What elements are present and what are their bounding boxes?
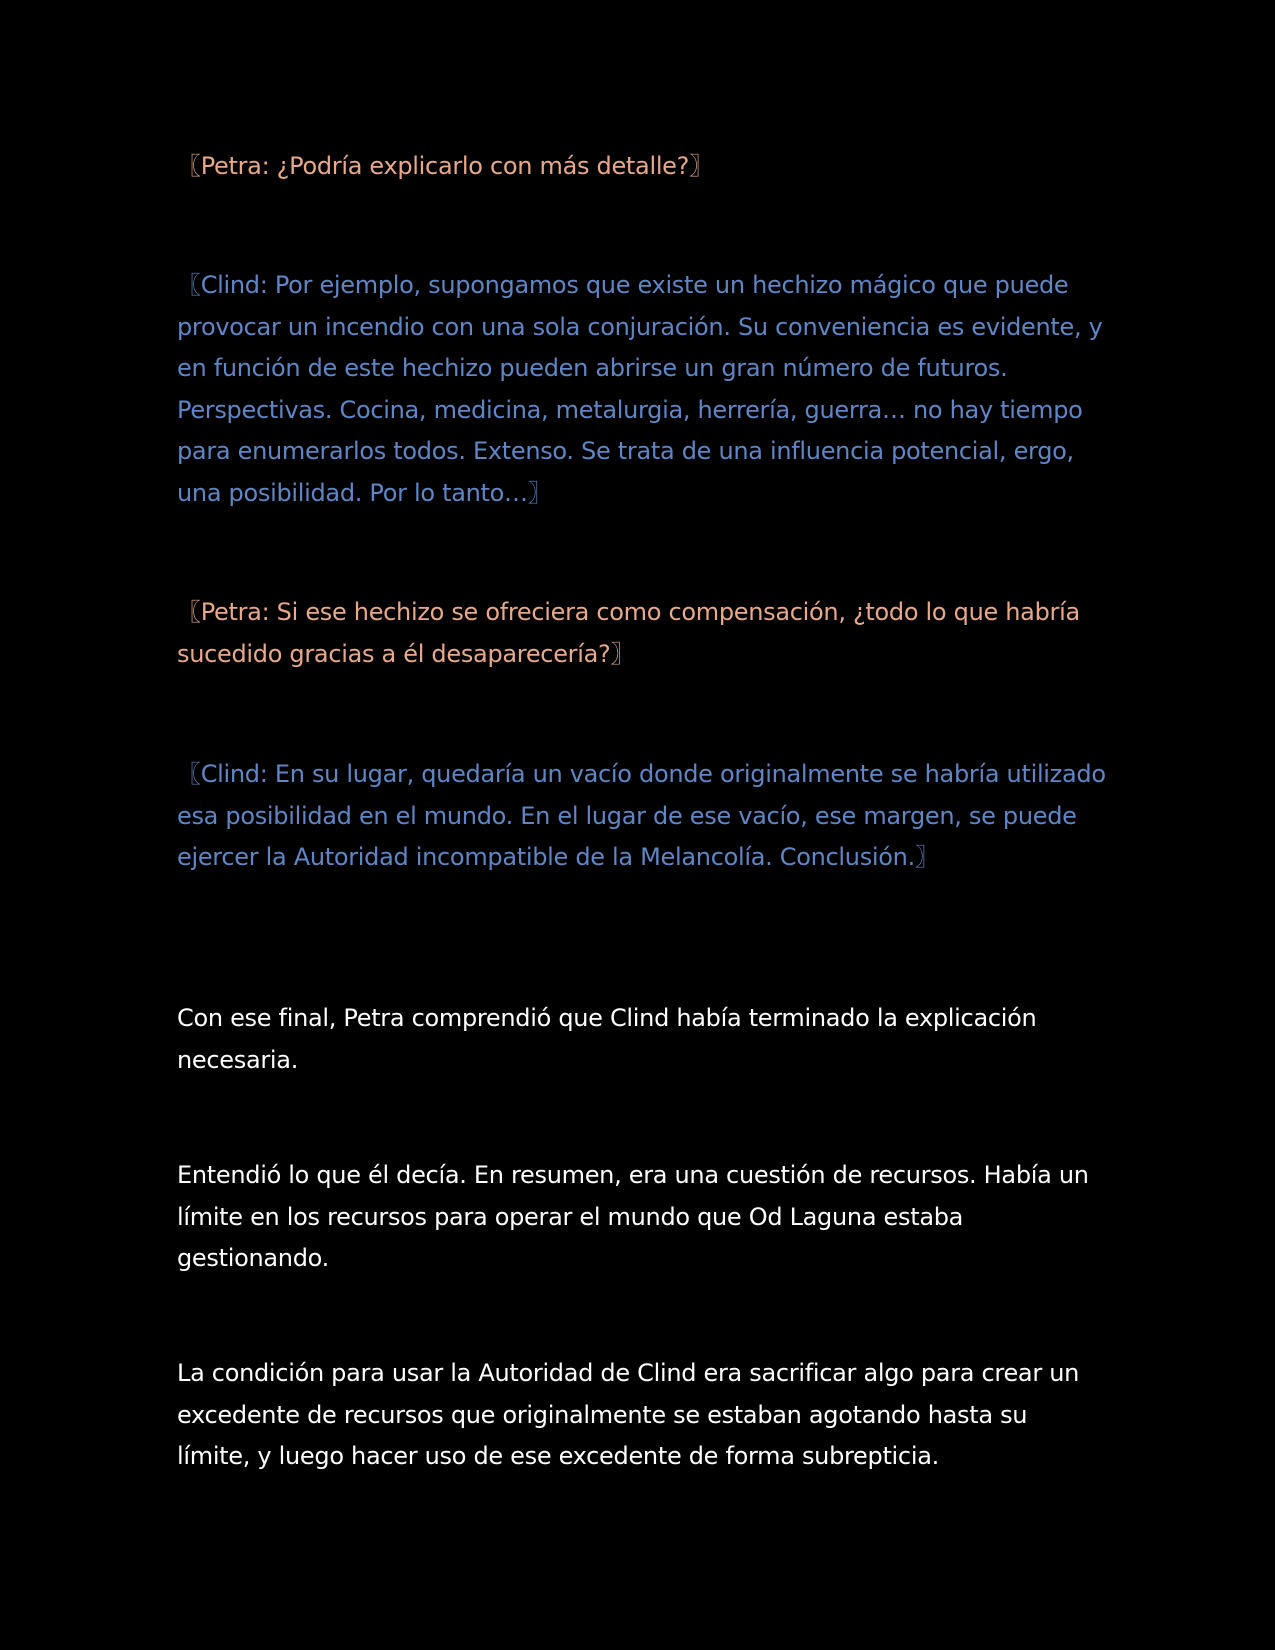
dialogue-clind-2: 〖Clind: En su lugar, quedaría un vacío donde originalmente se habría utilizado esa posibilidad en el mundo. En el lugar de ese vacío, ese margen, se puede ejercer la Autoridad incompatible de la Melancolía. Conclusión.〗 xyxy=(177,760,1106,871)
dialogue-clind-1: 〖Clind: Por ejemplo, supongamos que existe un hechizo mágico que puede provocar un incendio con una sola conjuración. Su conveniencia es evidente, y en función de este hechizo pueden abrirse un gran número de futuros. Perspectivas. Cocina, medicina, metalurgia, herrería, guerra… no hay tiempo para enumerarlos todos. Extenso. Se trata de una influencia potencial, ergo, una posibilidad. Por lo tanto…〗 xyxy=(177,271,1103,507)
dialogue-petra-2: 〖Petra: Si ese hechizo se ofreciera como compensación, ¿todo lo que habría sucedido gracias a él desaparecería?〗 xyxy=(177,598,1080,668)
narration-paragraph-2: Entendió lo que él decía. En resumen, era una cuestión de recursos. Había un límite en los recursos para operar el mundo que Od Laguna estaba gestionando. xyxy=(177,1161,1089,1272)
dialogue-petra-1: 〖Petra: ¿Podría explicarlo con más detalle?〗 xyxy=(177,152,713,180)
narration-paragraph-3: La condición para usar la Autoridad de Clind era sacrificar algo para crear un excedente de recursos que originalmente se estaban agotando hasta su límite, y luego hacer uso de ese excedente de forma subrepticia. xyxy=(177,1359,1080,1470)
narration-paragraph-1: Con ese final, Petra comprendió que Clind había terminado la explicación necesaria. xyxy=(177,1004,1037,1074)
